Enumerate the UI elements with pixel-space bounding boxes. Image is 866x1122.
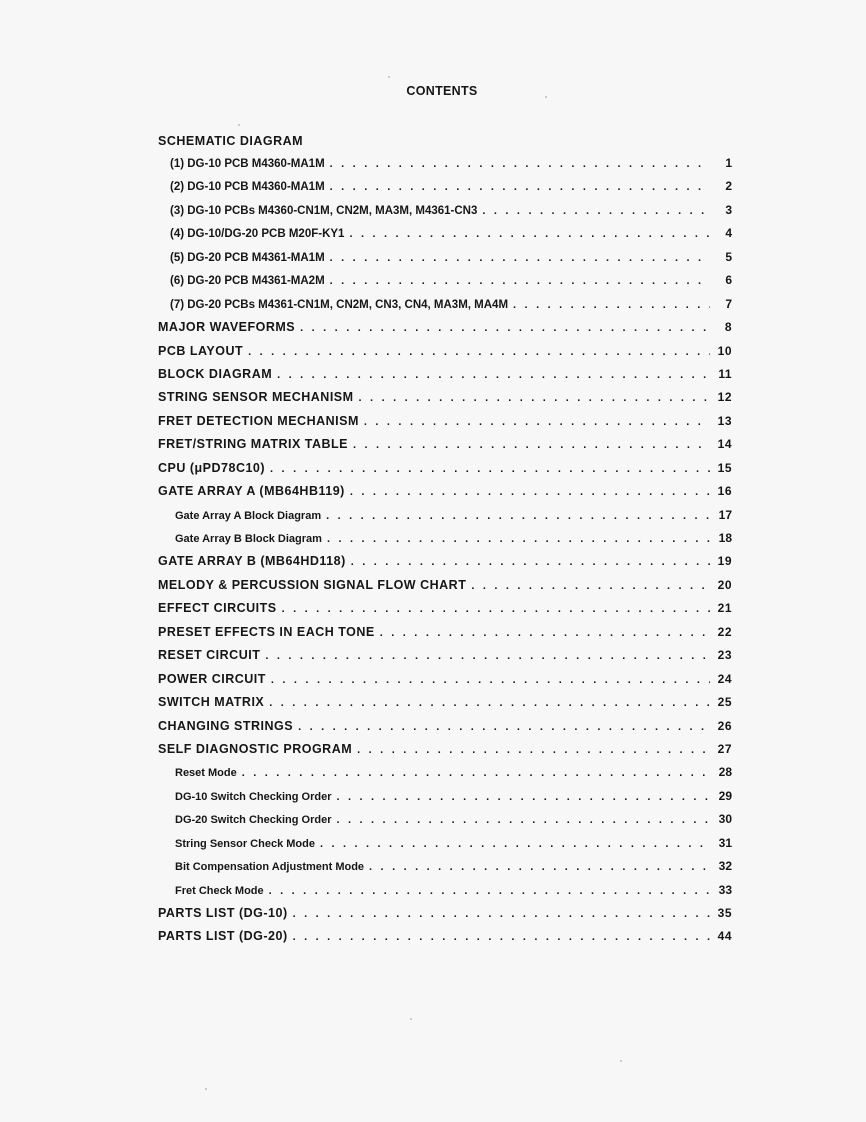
dot-leader <box>265 650 710 662</box>
dot-leader <box>298 721 710 733</box>
toc-entry-label: Fret Check Mode <box>175 884 264 897</box>
dot-leader <box>271 674 710 686</box>
toc-entry-label: BLOCK DIAGRAM <box>158 366 273 381</box>
dot-leader <box>513 299 710 311</box>
dot-leader <box>277 369 710 381</box>
toc-page-number: 3 <box>725 202 732 217</box>
toc-page-number: 18 <box>718 531 732 545</box>
toc-entry-gate-array-a-block-diagram <box>158 508 732 531</box>
toc-entry-label: FRET DETECTION MECHANISM <box>158 413 359 428</box>
scan-speck <box>410 1018 412 1020</box>
toc-entry-label: String Sensor Check Mode <box>175 837 315 850</box>
toc-entry-label: Bit Compensation Adjustment Mode <box>175 861 365 874</box>
toc-entry-changing-strings <box>158 719 732 742</box>
dot-leader <box>269 885 710 897</box>
toc-page-number: 13 <box>717 413 732 428</box>
toc-entry-label: DG-10 Switch Checking Order <box>175 790 332 803</box>
dot-leader <box>269 697 710 709</box>
toc-page-number: 16 <box>717 484 732 499</box>
dot-leader <box>353 439 710 451</box>
toc-page-number: 17 <box>718 507 732 522</box>
toc-page-number: 29 <box>718 788 732 803</box>
toc-entry-label: STRING SENSOR MECHANISM <box>158 390 354 405</box>
toc-entry-label: PCB LAYOUT <box>158 343 244 358</box>
toc-page-number: 25 <box>717 695 732 710</box>
toc-page-number: 6 <box>725 273 732 288</box>
toc-entry-dg10-switch-checking <box>158 789 732 812</box>
toc-entry-parts-list-dg20 <box>158 929 732 952</box>
contents-title: CONTENTS <box>406 84 478 98</box>
toc-entry-string-sensor-check <box>158 836 732 859</box>
toc-entry-fret-detection-mechanism <box>158 414 732 437</box>
toc-entry-label: MELODY & PERCUSSION SIGNAL FLOW CHART <box>158 577 467 592</box>
dot-leader <box>330 275 710 287</box>
dot-leader <box>320 838 710 850</box>
dot-leader <box>330 181 710 193</box>
scan-speck <box>388 76 390 78</box>
dot-leader <box>351 556 710 568</box>
toc-entry-label: GATE ARRAY B (MB64HD118) <box>158 554 346 569</box>
toc-page-number: 14 <box>717 437 732 452</box>
dot-leader <box>300 322 710 334</box>
toc-entry-label: EFFECT CIRCUITS <box>158 601 277 616</box>
dot-leader <box>364 416 710 428</box>
toc-entry-effect-circuits <box>158 601 732 624</box>
dot-leader <box>349 228 710 240</box>
toc-entry-schematic-4 <box>158 226 732 249</box>
toc-page-number: 23 <box>717 648 732 663</box>
toc-page-number: 28 <box>718 765 732 780</box>
toc-entry-label: PRESET EFFECTS IN EACH TONE <box>158 624 375 639</box>
dot-leader <box>293 931 710 943</box>
toc-entry-label: Reset Mode <box>175 767 237 780</box>
toc-entry-schematic-6 <box>158 273 732 296</box>
dot-leader <box>336 791 710 803</box>
toc-entry-label: RESET CIRCUIT <box>158 648 261 663</box>
toc-page-number: 19 <box>717 554 732 569</box>
toc-entry-label: Gate Array A Block Diagram <box>175 509 322 522</box>
toc-entry-label: PARTS LIST (DG-20) <box>158 929 288 944</box>
toc-entry-label: SCHEMATIC DIAGRAM <box>158 134 304 148</box>
toc-page-number: 12 <box>717 390 732 405</box>
toc-page-number: 21 <box>717 601 732 616</box>
toc-entry-reset-circuit <box>158 648 732 671</box>
toc-entry-label: (2) DG-10 PCB M4360-MA1M <box>170 181 325 194</box>
toc-page-number: 26 <box>717 718 732 733</box>
toc-entry-pcb-layout <box>158 344 732 367</box>
toc-entry-block-diagram <box>158 367 732 390</box>
toc-entry-dg20-switch-checking <box>158 812 732 835</box>
toc-page-number: 44 <box>717 929 732 944</box>
toc-entry-schematic-7 <box>158 297 732 320</box>
dot-leader <box>248 346 710 358</box>
toc-entry-label: (7) DG-20 PCBs M4361-CN1M, CN2M, CN3, CN4, MA3M, MA4M <box>170 298 509 311</box>
toc-entry-schematic-3 <box>158 203 732 226</box>
toc-entry-label: CPU (μPD78C10) <box>158 460 266 475</box>
toc-entry-schematic-2 <box>158 179 732 202</box>
toc-entry-schematic-diagram <box>158 134 732 156</box>
toc-entry-label: GATE ARRAY A (MB64HB119) <box>158 484 345 499</box>
toc-page-number: 7 <box>725 296 732 311</box>
dot-leader <box>327 533 710 545</box>
toc-page-number: 32 <box>718 859 732 874</box>
toc-entry-preset-effects <box>158 625 732 648</box>
scan-speck <box>238 124 240 126</box>
scan-speck <box>620 1060 622 1062</box>
toc-entry-label: SELF DIAGNOSTIC PROGRAM <box>158 741 353 756</box>
dot-leader <box>330 158 710 170</box>
toc-entry-label: Gate Array B Block Diagram <box>175 533 322 545</box>
toc-entry-label: SWITCH MATRIX <box>158 695 265 710</box>
toc-entry-gate-array-b-block-diagram <box>158 531 732 554</box>
scan-speck <box>205 1088 207 1090</box>
toc-page-number: 8 <box>724 320 732 335</box>
toc-entry-parts-list-dg10 <box>158 906 732 929</box>
dot-leader <box>357 744 710 756</box>
dot-leader <box>293 908 710 920</box>
toc-page-number: 11 <box>718 366 732 381</box>
toc-entry-label: (3) DG-10 PCBs M4360-CN1M, CN2M, MA3M, M4361-CN3 <box>170 204 478 217</box>
toc-entry-schematic-5 <box>158 250 732 273</box>
dot-leader <box>242 767 710 779</box>
toc-entry-melody-percussion-flow-chart <box>158 578 732 601</box>
toc-page-number: 33 <box>718 882 732 897</box>
table-of-contents <box>158 134 732 953</box>
toc-entry-label: (1) DG-10 PCB M4360-MA1M <box>170 158 325 170</box>
dot-leader <box>359 392 710 404</box>
toc-entry-label: FRET/STRING MATRIX TABLE <box>158 437 348 452</box>
toc-page-number: 15 <box>717 460 732 475</box>
dot-leader <box>380 627 710 639</box>
toc-entry-label: MAJOR WAVEFORMS <box>158 320 296 335</box>
toc-entry-label: (4) DG-10/DG-20 PCB M20F-KY1 <box>170 228 345 241</box>
toc-entry-power-circuit <box>158 672 732 695</box>
toc-page-number: 24 <box>717 671 732 686</box>
toc-page-number: 1 <box>725 156 732 170</box>
dot-leader <box>326 510 710 522</box>
toc-entry-fret-check-mode <box>158 883 732 906</box>
dot-leader <box>270 463 710 475</box>
toc-page-number: 31 <box>718 835 732 850</box>
toc-entry-major-waveforms <box>158 320 732 343</box>
toc-entry-gate-array-b <box>158 554 732 577</box>
toc-entry-label: (5) DG-20 PCB M4361-MA1M <box>170 251 325 264</box>
dot-leader <box>282 603 710 615</box>
toc-page-number: 10 <box>717 343 732 358</box>
toc-entry-cpu <box>158 461 732 484</box>
toc-page-number: 22 <box>717 624 732 639</box>
toc-entry-label: DG-20 Switch Checking Order <box>175 814 332 827</box>
toc-page-number: 30 <box>718 812 732 827</box>
toc-entry-reset-mode <box>158 765 732 788</box>
dot-leader <box>330 252 710 264</box>
toc-page-number: 20 <box>717 577 732 592</box>
toc-entry-switch-matrix <box>158 695 732 718</box>
toc-entry-gate-array-a <box>158 484 732 507</box>
toc-entry-bit-compensation <box>158 859 732 882</box>
dot-leader <box>369 861 710 873</box>
toc-entry-label: CHANGING STRINGS <box>158 718 294 733</box>
dot-leader <box>482 205 710 217</box>
toc-page-number: 5 <box>725 249 732 264</box>
toc-page-number: 27 <box>717 741 732 756</box>
toc-entry-label: POWER CIRCUIT <box>158 671 266 686</box>
toc-entry-string-sensor-mechanism <box>158 390 732 413</box>
toc-page-number: 2 <box>725 179 732 194</box>
dot-leader <box>350 486 710 498</box>
toc-entry-self-diagnostic-program <box>158 742 732 765</box>
dot-leader <box>336 814 710 826</box>
toc-entry-schematic-1 <box>158 156 732 179</box>
toc-page-number: 4 <box>725 226 732 241</box>
scan-speck <box>545 96 547 98</box>
toc-entry-label: (6) DG-20 PCB M4361-MA2M <box>170 275 325 288</box>
toc-page-number: 35 <box>717 906 732 920</box>
toc-entry-label: PARTS LIST (DG-10) <box>158 906 288 920</box>
dot-leader <box>471 580 710 592</box>
toc-entry-fret-string-matrix-table <box>158 437 732 460</box>
